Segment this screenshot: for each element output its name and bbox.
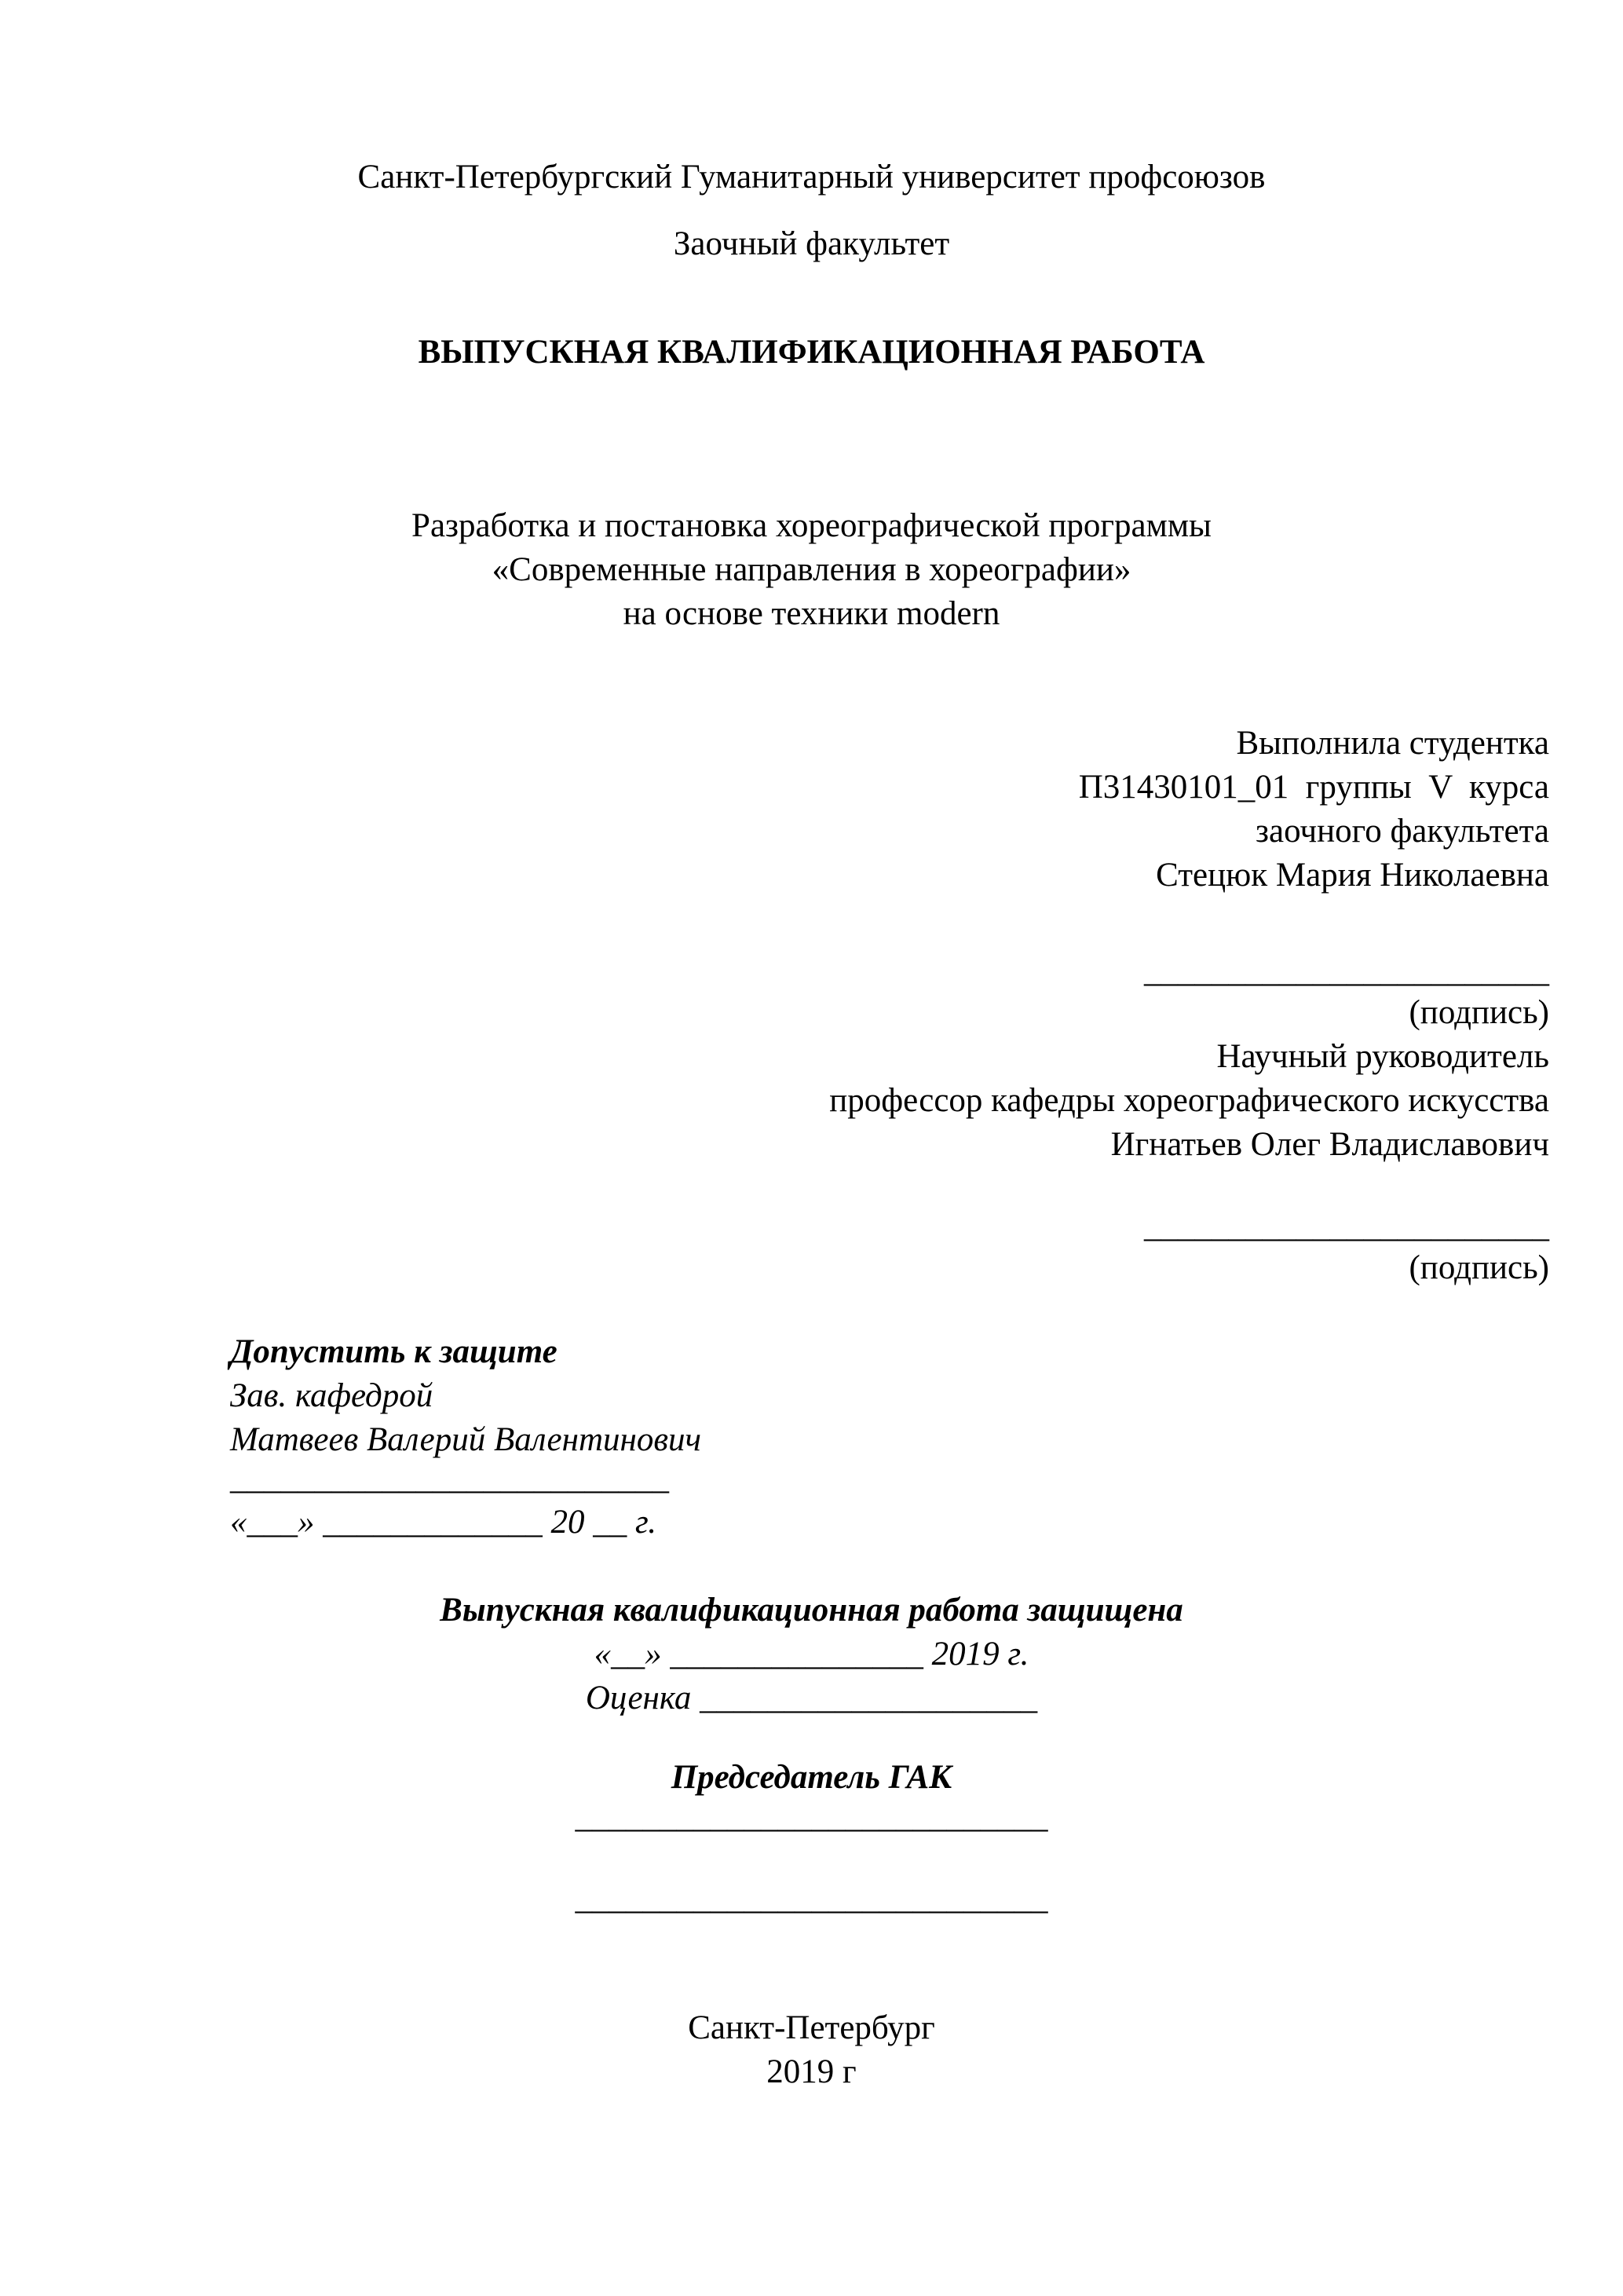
topic-line-1: Разработка и постановка хореографической программы	[411, 507, 1212, 544]
admission-name: Матвеев Валерий Валентинович	[230, 1421, 702, 1458]
supervisor-signature-label: (подпись)	[1409, 1249, 1549, 1286]
topic-line-2: «Современные направления в хореографии»	[492, 551, 1131, 588]
faculty-name: Заочный факультет	[673, 225, 950, 262]
admission-signature-line: __________________________	[230, 1460, 669, 1497]
student-signature-line: ________________________	[1144, 952, 1549, 989]
defense-grade-line: Оценка ____________________	[585, 1680, 1038, 1717]
defense-date-line: «__» _______________ 2019 г.	[594, 1636, 1029, 1673]
supervisor-name: Игнатьев Олег Владиславович	[1110, 1126, 1549, 1163]
admission-title: Допустить к защите	[230, 1333, 557, 1370]
student-name: Стецюк Мария Николаевна	[1156, 857, 1549, 894]
admission-date-line: «___» _____________ 20 __ г.	[230, 1504, 656, 1541]
student-faculty: заочного факультета	[1256, 813, 1549, 850]
student-signature-label: (подпись)	[1409, 994, 1549, 1031]
supervisor-signature-line: ________________________	[1144, 1208, 1549, 1245]
document-type-heading: ВЫПУСКНАЯ КВАЛИФИКАЦИОННАЯ РАБОТА	[418, 334, 1205, 371]
university-name: Санкт-Петербургский Гуманитарный университет профсоюзов	[357, 159, 1266, 196]
supervisor-role: Научный руководитель	[1216, 1038, 1549, 1075]
footer-year: 2019 г	[766, 2053, 857, 2090]
student-line-1: Выполнила студентка	[1236, 725, 1549, 762]
commission-signature-line-2: ____________________________	[575, 1880, 1048, 1917]
footer-city: Санкт-Петербург	[688, 2009, 935, 2046]
admission-role: Зав. кафедрой	[230, 1377, 433, 1414]
student-group: П31430101_01 группы V курса	[1078, 769, 1549, 806]
commission-chair: Председатель ГАК	[671, 1759, 952, 1796]
commission-signature-line-1: ____________________________	[575, 1798, 1048, 1835]
supervisor-position: профессор кафедры хореографического искусства	[829, 1082, 1549, 1119]
defense-title: Выпускная квалификационная работа защищена	[440, 1592, 1183, 1629]
topic-line-3: на основе техники modern	[623, 595, 1000, 632]
